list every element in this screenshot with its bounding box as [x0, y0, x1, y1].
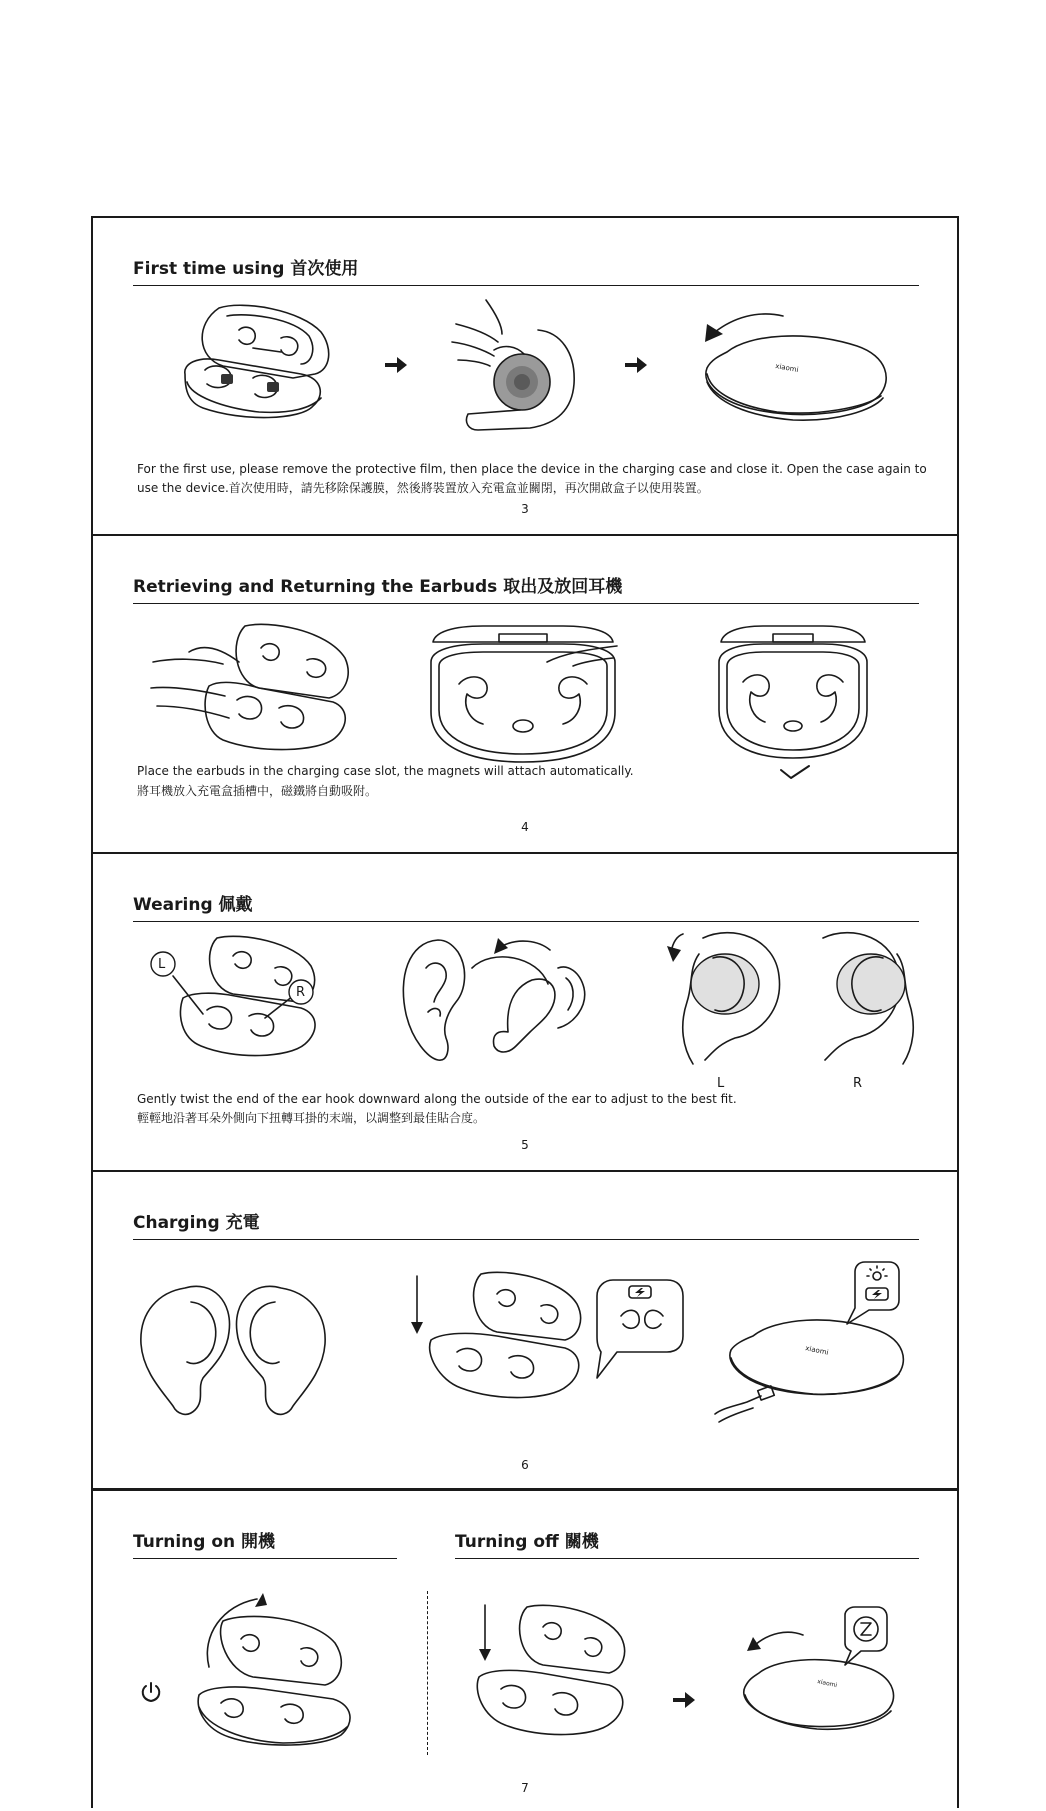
earbuds-pair-illustration	[133, 1282, 333, 1422]
divider	[427, 1591, 428, 1755]
page-number: 4	[521, 820, 529, 834]
case-open-illustration	[193, 1591, 363, 1751]
section-description-en: Place the earbuds in the charging case slot, the magnets will attach automatically.	[137, 764, 634, 778]
section-title: Wearing 佩戴	[133, 890, 919, 922]
section-power	[93, 1488, 957, 1811]
ear-fitting-illustration	[398, 928, 598, 1078]
section-title-off: Turning off 關機	[455, 1527, 919, 1559]
brand-mark: xiaomi	[816, 1678, 838, 1690]
usb-cable-icon	[715, 1396, 761, 1414]
caption-left: L	[717, 1076, 725, 1091]
case-charging-illustration	[401, 1266, 691, 1436]
case-off-illustration	[733, 1607, 903, 1747]
case-cable-illustration	[713, 1262, 913, 1432]
page-number: 3	[521, 502, 529, 516]
case-closing-illustration	[473, 1599, 643, 1749]
page-number: 5	[521, 1138, 529, 1152]
section-title: Retrieving and Returning the Earbuds 取出及放回耳機	[133, 572, 919, 604]
section-description-zh: 將耳機放入充電盒插槽中，磁鐵將自動吸附。	[137, 784, 378, 798]
section-description-zh: 輕輕地沿著耳朵外側向下扭轉耳掛的末端，以調整到最佳貼合度。	[137, 1111, 486, 1125]
section-retrieving	[93, 534, 957, 854]
earbud-film-illustration	[438, 294, 578, 444]
power-icon	[139, 1681, 163, 1705]
page-number: 7	[521, 1781, 529, 1795]
case-lr-illustration	[143, 934, 323, 1074]
brand-mark: xiaomi	[774, 362, 800, 375]
section-description: For the first use, please remove the protective film, then place the device in the charging case and close it. Open the case again to use the device.首次使用時，請先移除保護膜，然後將裝置放入充電盒並關閉，再次開啟盒子以使用裝置。	[137, 462, 927, 495]
marker-left: L	[158, 957, 166, 972]
arrow-right-icon	[623, 354, 649, 376]
section-first-time	[93, 218, 957, 534]
manual-frame	[91, 216, 959, 1808]
section-wearing	[93, 852, 957, 1172]
charging-bolt-icon	[635, 1288, 645, 1297]
caption-right: R	[853, 1076, 863, 1091]
section-title: Charging 充電	[133, 1208, 919, 1240]
brand-mark: xiaomi	[804, 1344, 830, 1357]
arrow-right-icon	[671, 1689, 697, 1711]
marker-right: R	[296, 985, 306, 1000]
hand-case-illustration	[149, 622, 349, 772]
section-charging	[93, 1170, 957, 1490]
arrow-right-icon	[383, 354, 409, 376]
closed-case-illustration	[697, 302, 897, 442]
page-number: 6	[521, 1458, 529, 1472]
sun-icon	[873, 1272, 881, 1280]
section-description-en: Gently twist the end of the ear hook downward along the outside of the ear to adjust to the best fit.	[137, 1092, 737, 1106]
open-case-illustration	[183, 304, 333, 429]
earbuds-lr-illustration	[653, 928, 933, 1068]
section-title: First time using 首次使用	[133, 254, 919, 286]
section-title-on: Turning on 開機	[133, 1527, 397, 1559]
case-topview-illustration	[423, 622, 623, 772]
